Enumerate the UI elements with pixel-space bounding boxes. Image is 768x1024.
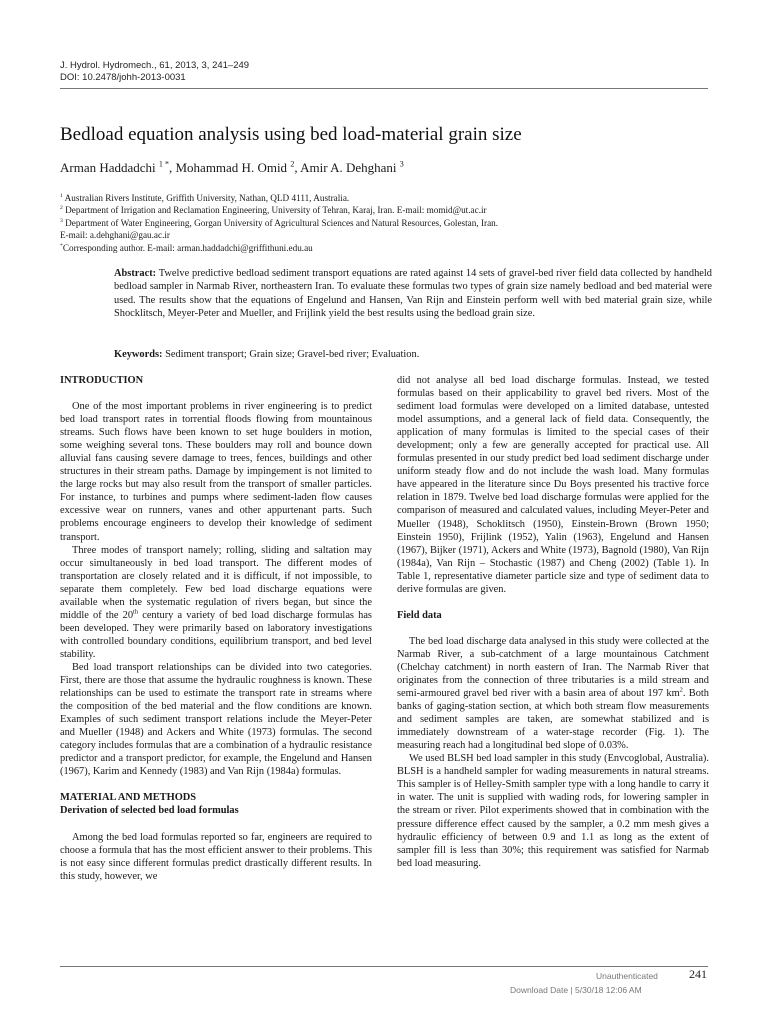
affiliation-text: Corresponding author. E-mail: arman.haddadchi@griffithuni.edu.au <box>62 242 313 253</box>
spacer <box>60 387 372 400</box>
paragraph-text: The bed load discharge data analysed in this study were collected at the Narmab River, a sub-catchment of a large mountainous Catchment (Chelchay catchment) in north eastern of Iran. The Narmab River that originates from the connection of three tributaries is a mild stream and semi-armoured gravel bed river with a basin area of about 197 km <box>397 635 709 700</box>
author-mark: 3 <box>399 159 404 169</box>
subsection-heading-derivation: Derivation of selected bed load formulas <box>60 805 239 817</box>
keywords-text: Sediment transport; Grain size; Gravel-bed river; Evaluation. <box>165 349 420 360</box>
journal-reference <box>60 60 249 84</box>
author-sep: , <box>168 160 176 175</box>
spacer <box>60 818 372 831</box>
affiliation-mark: 2 <box>60 205 63 212</box>
paragraph: Among the bed load formulas reported so far, engineers are required to choose a formula that has the most efficient answer to their problems. This is not easy since different formulas predict drastically different results. In this study, however, we <box>60 831 372 882</box>
affiliation-mark: 1 <box>60 192 63 199</box>
footer-rule <box>60 966 708 967</box>
affiliation-text: Department of Irrigation and Reclamation Engineering, University of Tehran, Karaj, Iran. E-mail: momid@ut.ac.ir <box>65 205 487 216</box>
author-name: Arman Haddadchi <box>60 160 156 175</box>
abstract-label: Abstract: <box>114 268 157 279</box>
spacer <box>397 622 709 635</box>
journal-citation: J. Hydrol. Hydromech., 61, 2013, 3, 241–249 <box>60 60 250 71</box>
paragraph-text: century a variety of bed load discharge formulas has been developed. They were primarily based on laboratory investigations with controlled boundary conditions, equilibrium transport, and bed level stability. <box>60 609 372 660</box>
paragraph: did not analyse all bed load discharge formulas. Instead, we tested formulas based on their applicability to gravel bed rivers. Most of the sediment load formulas were developed on a limited database, untested model assumptions, and a general lack of field data. Consequently, the application of many formulas is limited to the special cases of their development; only a few are generally accepted for practical use. All formulas presented in our study predict bed load sediment discharge under uniform steady flow and do not include the wash load. Many formulas have appeared in the literature since Du Boys presented his tractive force relation in 1879. Twelve bed load discharge formulas were applied for the comparison of measured and calculated values, including Meyer-Peter and Mueller (1948), Schoklitsch (1950), Einstein-Brown (Brown 1950; Einstein 1950), Frijlink (1952), Yalin (1963), Engelund and Hansen (1967), Bijker (1971), Ackers and White (1973), Bagnold (1980), Van Rijn (1984a), Van Rijn – Stochastic (1987) and Cheng (2002) (Table 1). In Table 1, representative diameter particle size and type of sediment data to derive formulas are given. <box>397 375 709 595</box>
abstract-text: Twelve predictive bedload sediment transport equations are rated against 14 sets of gravel-bed river field data collected by handheld bedload sampler in Narmab River, northeastern Iran. To evaluate these formulas two types of grain size namely bedload and bed material were used. The results show that the equations of Engelund and Hansen, Van Rijn and Einstein perform well with bed material grain size, while Shocklitsch, Meyer-Peter and Mueller, and Frijlink yield the best results using the bedload grain size. <box>114 268 712 319</box>
paragraph: Bed load transport relationships can be divided into two categories. First, there are those that assume the hydraulic roughness is known. These relationships can be used to estimate the transport rate in streams where the composition of the bed material and the flow conditions are known. Examples of such sediment transport relations include the Meyer-Peter and Mueller (1948) and Ackers and White (1973) formulas. The second category includes formulas that are a combination of a hydraulic resistance predictor and a transport predictor, for example, the Engelund and Hansen (1967), Karim and Kennedy (1983) and Van Rijn (1984a) formulas. <box>60 661 372 778</box>
affiliation <box>60 192 710 204</box>
affiliations <box>60 192 710 254</box>
header-rule <box>60 88 708 89</box>
unauthenticated-stamp: Unauthenticated <box>596 971 658 981</box>
keywords-label: Keywords: <box>114 349 163 360</box>
paragraph: We used BLSH bed load sampler in this study (Envcoglobal, Australia). BLSH is a handheld sampler for wading measurements in natural streams. This sampler is of Helley-Smith sampler type with a long handle to carry it in water. The unit is supplied with wading rods, for lowering sampler in the stream or river. Pilot experiments showed that in combination with the pressure difference effect caused by the sampler, a 0.2 mm mesh gives a hydraulic efficiency of between 0.9 and 1.1 as long as the extent of sampler fill is less than 30%; this requirement was satisfied for Narmab bed load measuring. <box>397 753 709 869</box>
doi: DOI: 10.2478/johh-2013-0031 <box>60 72 186 83</box>
subsection-heading-field-data: Field data <box>397 609 442 621</box>
affiliation-text: Department of Water Engineering, Gorgan University of Agricultural Sciences and Natural Resources, Golestan, Iran. <box>65 217 499 228</box>
paragraph: One of the most important problems in river engineering is to predict bed load transport rates in torrential floods flowing from mountainous streams. Such flows have been known to set huge boulders in motion, some weighing several tons. These boulders may roll and bounce down alluvial fans causing severe damage to trees, fences, buildings and other structures in their stream paths. Damage by impingement is not limited to the large rocks but may also result from the transport of smaller particles. For instance, to turbines and pumps where sediment-laden flow causes excessive wear on runners, vanes and other appurtenant parts. Such problems encourage engineers to develop their knowledge of sediment transport. <box>60 401 372 543</box>
author-mark: 1 * <box>158 159 169 169</box>
section-heading-methods: MATERIAL AND METHODS <box>60 792 197 804</box>
author-name: Amir A. Dehghani <box>300 160 397 175</box>
author-sep: , <box>294 160 301 175</box>
affiliation-mark: 3 <box>60 217 63 224</box>
download-date: Download Date | 5/30/18 12:06 AM <box>510 985 642 995</box>
spacer <box>60 778 372 791</box>
left-column <box>60 374 372 883</box>
affiliation <box>60 204 710 216</box>
right-column <box>397 374 709 870</box>
paragraph-text: Three modes of transport namely; rolling, sliding and saltation may occur simultaneously in bed load transport. The different modes of transportation are closely related and it is difficult, if not impossible, to separate them completely. Few bed load discharge equations were available when the systematic regulation of rivers began, but since the middle of the 20 <box>60 544 372 621</box>
keywords <box>114 348 712 361</box>
abstract <box>114 267 712 320</box>
affiliation <box>60 217 710 229</box>
spacer <box>397 596 709 609</box>
author-list <box>60 160 404 176</box>
affiliation-mark: * <box>60 242 63 249</box>
page-number: 241 <box>689 967 707 981</box>
paragraph <box>60 544 372 661</box>
affiliation <box>60 229 710 241</box>
affiliation-text: E-mail: a.dehghani@gau.ac.ir <box>60 230 170 241</box>
superscript: 2 <box>679 686 683 694</box>
author-name: Mohammad H. Omid <box>175 160 288 175</box>
section-heading-introduction: INTRODUCTION <box>60 375 144 386</box>
paragraph-text: . Both banks of gaging-station section, at which both stream flow measurements and sediment samples are taken, are somewhat stabilized and is immediately downstream of a water-stage recorder (Fig. 1). The measuring reach had a longitudinal bed slope of 0.03%. <box>397 688 709 752</box>
affiliation-text: Australian Rivers Institute, Griffith University, Nathan, QLD 4111, Australia. <box>64 193 350 203</box>
ordinal-suffix: th <box>133 608 139 616</box>
author-mark: 2 <box>290 159 295 169</box>
paper-title: Bedload equation analysis using bed load-material grain size <box>60 124 522 145</box>
affiliation <box>60 242 710 254</box>
paragraph <box>397 635 709 752</box>
